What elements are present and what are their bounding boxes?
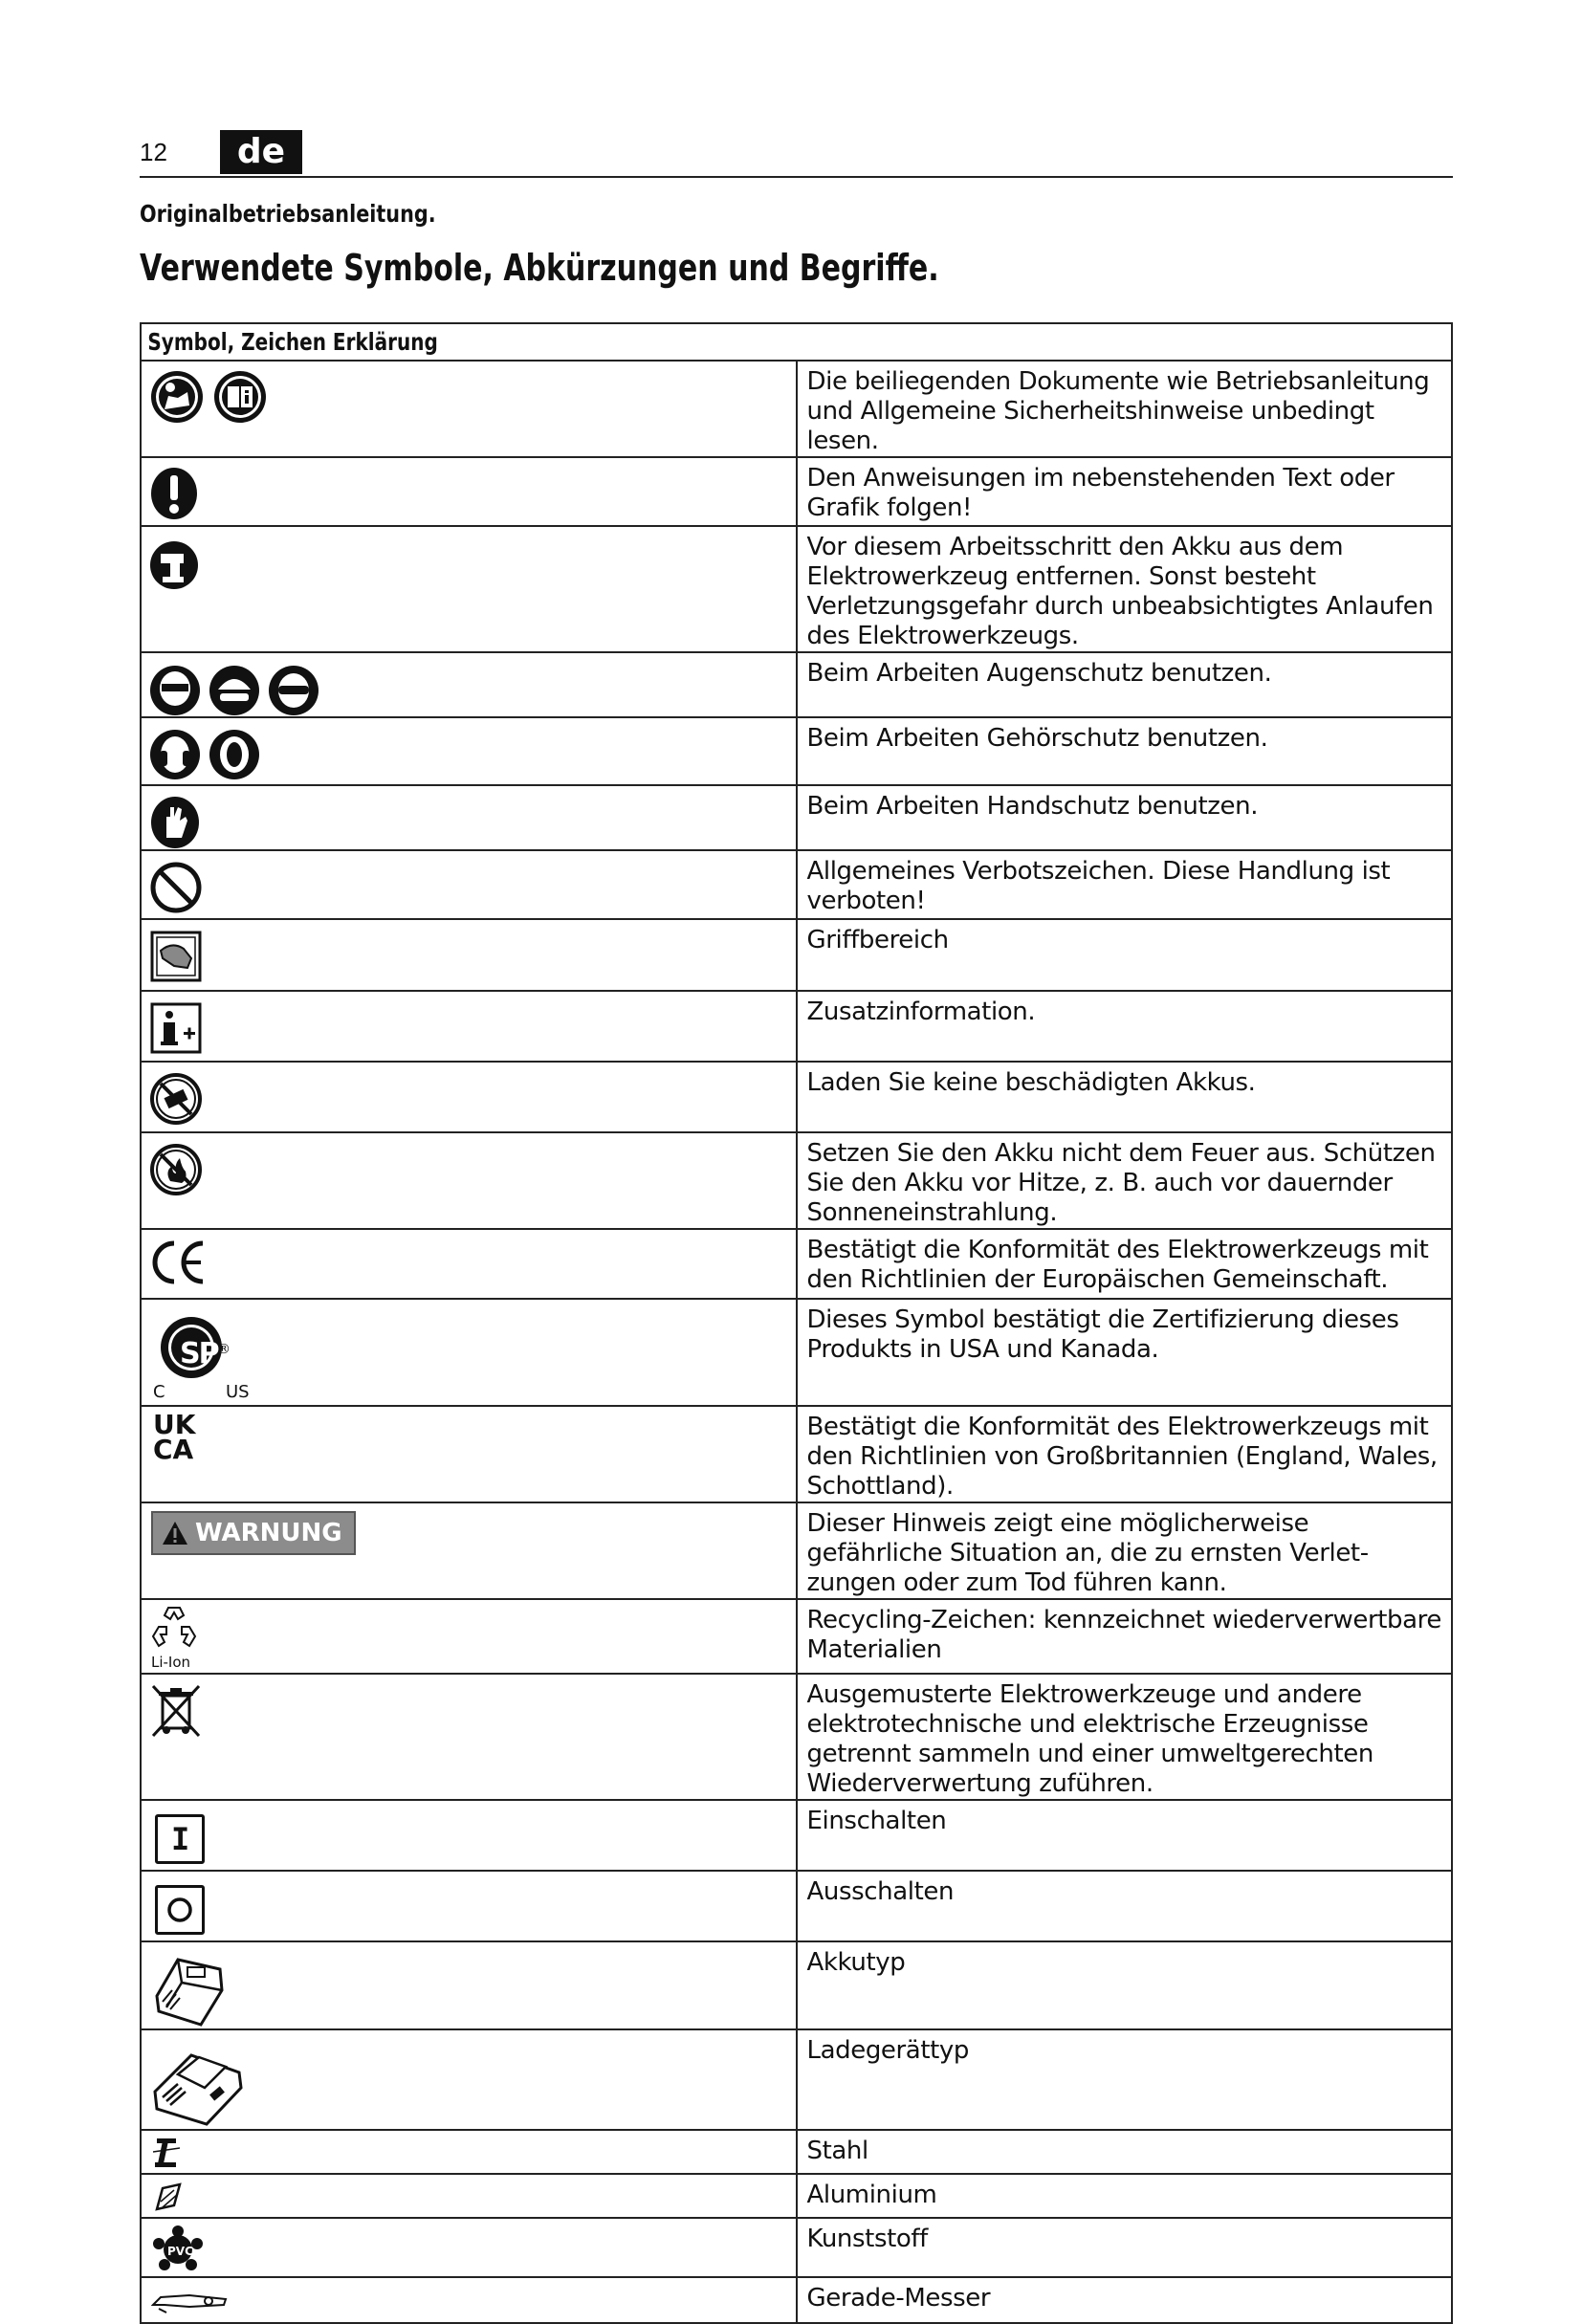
description-cell: Einschalten: [797, 1800, 1453, 1871]
table-row: [141, 1406, 1452, 1502]
symbol-cell: [141, 850, 797, 919]
table-header-row: [141, 323, 1452, 361]
recycling-icon: [149, 1604, 199, 1654]
straight-blade-icon: [151, 2290, 228, 2314]
description-cell: Die beiliegenden Dokumente wie Betriebsanleitung und Allgemeine Sicherheitshinweise unbedingt lesen.: [797, 361, 1453, 457]
symbol-cell: [141, 2130, 797, 2174]
table-row: [141, 1800, 1452, 1871]
symbol-cell: [141, 526, 797, 652]
symbol-cell: [141, 1406, 797, 1502]
symbols-table: [140, 322, 1453, 2324]
ear-protection-icon: [209, 728, 260, 781]
warning-label: [151, 1511, 356, 1555]
no-damaged-battery-icon: [149, 1072, 203, 1126]
symbol-cell: [141, 2218, 797, 2277]
table-row: [141, 785, 1452, 850]
table-row: [141, 1062, 1452, 1132]
table-row: [141, 2029, 1452, 2130]
description-cell: Recycling-Zeichen: kennzeichnet wiederverwertbare Materialien: [797, 1599, 1453, 1674]
symbol-cell: [141, 1299, 797, 1406]
description-cell: Dieser Hinweis zeigt eine möglicherweise gefährliche Situation an, die zu ernsten Verletzungen oder zum Tod führen kann.: [797, 1502, 1453, 1599]
symbol-cell: [141, 457, 797, 526]
prohibition-icon: [149, 861, 203, 914]
table-row: [141, 919, 1452, 991]
table-row: [141, 2174, 1452, 2218]
table-row: [141, 991, 1452, 1062]
description-cell: Setzen Sie den Akku nicht dem Feuer aus. Schützen Sie den Akku vor Hitze, z. B. auch vor dauernder Sonneneinstrahlung.: [797, 1132, 1453, 1229]
symbol-cell: [141, 1502, 797, 1599]
power-off-icon: [155, 1885, 205, 1935]
csa-c-label: C: [153, 1382, 165, 1402]
page-title: Verwendete Symbole, Abkürzungen und Begriffe.: [140, 247, 939, 289]
table-row: [141, 1871, 1452, 1941]
symbol-cell: [141, 1132, 797, 1229]
symbol-cell: [141, 1941, 797, 2029]
csa-registered-mark: ®: [217, 1342, 231, 1357]
pvc-label: PVC: [167, 2245, 193, 2258]
page-number: 12: [140, 138, 167, 166]
symbol-cell: [141, 991, 797, 1062]
warning-label-text: WARNUNG: [195, 1519, 342, 1547]
symbol-cell: [141, 1599, 797, 1674]
description-cell: Aluminium: [797, 2174, 1453, 2218]
description-cell: Ladegerättyp: [797, 2029, 1453, 2130]
description-cell: Laden Sie keine beschädigten Akkus.: [797, 1062, 1453, 1132]
table-row: [141, 1599, 1452, 1674]
table-row: [141, 717, 1452, 785]
battery-pack-icon: [149, 1948, 230, 2028]
language-tag: de: [220, 130, 302, 174]
table-row: [141, 457, 1452, 526]
description-cell: Den Anweisungen im nebenstehenden Text oder Grafik folgen!: [797, 457, 1453, 526]
description-cell: Beim Arbeiten Augenschutz benutzen.: [797, 652, 1453, 717]
table-row: [141, 1674, 1452, 1800]
ukca-top-letters: UK: [153, 1409, 196, 1440]
aluminium-icon: [153, 2181, 184, 2213]
helmet-goggles-icon: [209, 665, 260, 716]
grip-area-icon: [149, 930, 203, 983]
no-fire-icon: [149, 1143, 203, 1196]
description-cell: Allgemeines Verbotszeichen. Diese Handlung ist verboten!: [797, 850, 1453, 919]
description-cell: Bestätigt die Konformität des Elektrowerkzeugs mit den Richtlinien von Großbritannien (England, Wales, Schottland).: [797, 1406, 1453, 1502]
symbol-cell: [141, 1229, 797, 1299]
symbol-cell: [141, 652, 797, 717]
description-cell: Ausgemusterte Elektrowerkzeuge und andere elektrotechnische und elektrische Erzeugnisse getrennt sammeln und einer umweltgerechten Wiederverwertung zuführen.: [797, 1674, 1453, 1800]
description-cell: Griffbereich: [797, 919, 1453, 991]
info-plus-icon: [149, 1001, 203, 1055]
read-manual-icon: [149, 369, 205, 425]
table-row: [141, 526, 1452, 652]
table-row: [141, 1299, 1452, 1406]
steel-icon: [153, 2137, 180, 2169]
description-cell: Dieses Symbol bestätigt die Zertifizierung dieses Produkts in USA und Kanada.: [797, 1299, 1453, 1406]
ukca-bottom-letters: CA: [153, 1434, 194, 1465]
table-row: [141, 2218, 1452, 2277]
power-off-circle-icon: [165, 1896, 194, 1924]
warning-triangle-icon: [161, 1520, 189, 1546]
table-row: [141, 2130, 1452, 2174]
hand-protection-icon: [149, 796, 201, 849]
ce-mark-icon: [149, 1238, 209, 1287]
symbol-cell: [141, 1062, 797, 1132]
symbol-cell: [141, 2174, 797, 2218]
description-cell: Stahl: [797, 2130, 1453, 2174]
weee-bin-icon: [149, 1682, 203, 1738]
charger-icon: [149, 2038, 245, 2126]
description-cell: Zusatzinformation.: [797, 991, 1453, 1062]
symbol-cell: [141, 2277, 797, 2323]
symbol-cell: [141, 919, 797, 991]
csa-us-label: US: [226, 1382, 250, 1402]
power-on-glyph: I: [171, 1821, 190, 1857]
manual-book-icon: [212, 369, 268, 425]
table-row: [141, 2277, 1452, 2323]
exclamation-icon: [149, 466, 199, 521]
table-row: [141, 652, 1452, 717]
description-cell: Vor diesem Arbeitsschritt den Akku aus dem Elektrowerkzeug entfernen. Sonst besteht Verletzungsgefahr durch unbeabsichtigtes Anlaufen des Elektrowerkzeugs.: [797, 526, 1453, 652]
description-cell: Beim Arbeiten Handschutz benutzen.: [797, 785, 1453, 850]
csa-letters: SP: [180, 1337, 218, 1370]
table-row: [141, 361, 1452, 457]
symbol-cell: [141, 1800, 797, 1871]
table-row: [141, 1941, 1452, 2029]
description-cell: Beim Arbeiten Gehörschutz benutzen.: [797, 717, 1453, 785]
table-row: [141, 1132, 1452, 1229]
face-shield-icon: [149, 665, 201, 716]
symbol-cell: [141, 1674, 797, 1800]
description-cell: Ausschalten: [797, 1871, 1453, 1941]
symbol-cell: [141, 717, 797, 785]
symbol-cell: [141, 361, 797, 457]
recycling-label: Li-Ion: [151, 1654, 191, 1671]
safety-goggles-icon: [268, 665, 319, 716]
remove-battery-icon: [149, 540, 199, 590]
symbol-cell: [141, 1871, 797, 1941]
ear-muffs-icon: [149, 728, 201, 781]
page-header: [140, 130, 1453, 178]
symbol-cell: [141, 785, 797, 850]
table-row: [141, 850, 1452, 919]
table-column-header: Symbol, Zeichen Erklärung: [141, 323, 1452, 361]
table-row: [141, 1502, 1452, 1599]
description-cell: Akkutyp: [797, 1941, 1453, 2029]
description-cell: Kunststoff: [797, 2218, 1453, 2277]
table-row: [141, 1229, 1452, 1299]
power-on-icon: [155, 1814, 205, 1864]
document-subtitle: Originalbetriebsanleitung.: [140, 200, 436, 228]
symbol-cell: [141, 2029, 797, 2130]
description-cell: Bestätigt die Konformität des Elektrowerkzeugs mit den Richtlinien der Europäischen Gemeinschaft.: [797, 1229, 1453, 1299]
description-cell: Gerade-Messer: [797, 2277, 1453, 2323]
